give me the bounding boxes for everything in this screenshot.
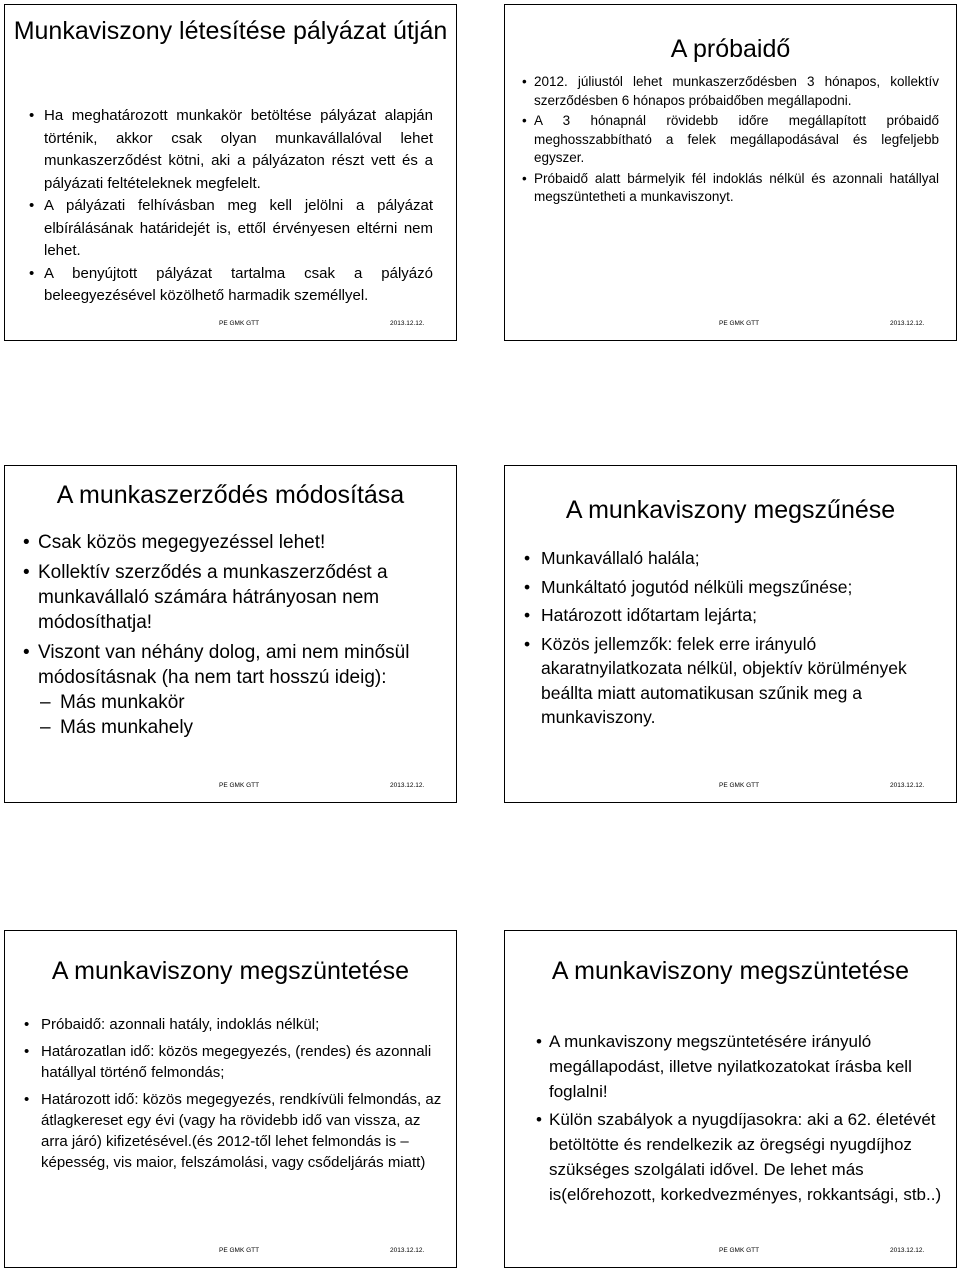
bullet-item: • A pályázati felhívásban meg kell jelölni a pályázat elbírálásának határidejét is, ettől érvényesen eltérni nem lehet. (28, 195, 433, 263)
bullet-list (523, 546, 942, 734)
slide-title: Munkaviszony létesítése pályázat útján (13, 17, 448, 45)
bullet-item: • Kollektív szerződés a munkaszerződést a munkavállaló számára hátrányosan nem módosíthatja! (22, 560, 442, 635)
bullet-item: • Ha meghatározott munkakör betöltése pályázat alapján történik, akkor csak olyan munkavállalóval lehet munkaszerződést kötni, aki a pályázaton részt vett és a pályázati feltételeknek megfelelt. (28, 105, 433, 195)
slide-footer (5, 781, 456, 791)
bullet-item: • Próbaidő: azonnali hatály, indoklás nélkül; (23, 1014, 442, 1035)
sub-bullet-list (38, 690, 442, 740)
bullet-list (535, 1029, 954, 1210)
bullet-text: Viszont van néhány dolog, ami nem minősül módosításnak (ha nem tart hosszú ideig): (38, 642, 410, 688)
bullet-list (521, 73, 939, 209)
slide-footer (505, 781, 956, 791)
slide-munkaszerzodes-modositasa (4, 465, 457, 803)
footer-date: 2013.12.12. (390, 782, 425, 789)
bullet-item: • A 3 hónapnál rövidebb időre megállapított próbaidő meghosszabbítható a felek megállapodásával és legfeljebb egyszer. (521, 112, 939, 168)
slide-footer (5, 1246, 456, 1256)
bullet-list (28, 105, 433, 308)
slide-probaido (504, 4, 957, 341)
bullet-item: • Munkavállaló halála; (523, 546, 942, 571)
footer-org: PE GMK GTT (219, 782, 260, 789)
slide-title: A munkaviszony megszűnése (565, 496, 896, 524)
sub-bullet-item: – Más munkakör (38, 690, 442, 715)
slide-footer (5, 319, 456, 329)
slide-title: A próbaidő (670, 35, 791, 63)
bullet-item: • A munkaviszony megszüntetésére irányuló megállapodást, illetve nyilatkozatokat írásba kell foglalni! (535, 1029, 954, 1104)
footer-org: PE GMK GTT (719, 320, 760, 327)
bullet-item: • Határozott időtartam lejárta; (523, 603, 942, 628)
footer-org: PE GMK GTT (719, 1247, 760, 1254)
bullet-item: • Próbaidő alatt bármelyik fél indoklás nélkül és azonnali hatállyal megszüntetheti a munkaviszonyt. (521, 170, 939, 207)
bullet-item: • A benyújtott pályázat tartalma csak a pályázó beleegyezésével közölhető harmadik személlyel. (28, 263, 433, 308)
slide-munkaviszony-letesitese (4, 4, 457, 341)
bullet-item: • Határozatlan idő: közös megegyezés, (rendes) és azonnali hatállyal történő felmondás; (23, 1041, 442, 1083)
slide-munkaviszony-megszunese (504, 465, 957, 803)
bullet-list (23, 1014, 442, 1179)
footer-date: 2013.12.12. (390, 320, 425, 327)
slide-munkaviszony-megszuntetese-2 (504, 930, 957, 1268)
bullet-list (22, 530, 442, 745)
bullet-item: • Külön szabályok a nyugdíjasokra: aki a 62. életévét betöltötte és rendelkezik az öregségi nyugdíjhoz szükséges szolgálati idővel. De lehet más is(előrehozott, korkedvezményes, rokkantsági, stb..) (535, 1107, 954, 1207)
slide-title: A munkaszerződés módosítása (56, 481, 405, 509)
footer-org: PE GMK GTT (219, 320, 260, 327)
slide-title: A munkaviszony megszüntetése (51, 957, 410, 985)
footer-org: PE GMK GTT (719, 782, 760, 789)
slide-footer (505, 1246, 956, 1256)
bullet-item: • 2012. júliustól lehet munkaszerződésben 3 hónapos, kollektív szerződésben 6 hónapos próbaidőben megállapodni. (521, 73, 939, 110)
slide-footer (505, 319, 956, 329)
bullet-item: • Csak közös megegyezéssel lehet! (22, 530, 442, 555)
footer-date: 2013.12.12. (890, 1247, 925, 1254)
bullet-item: • Határozott idő: közös megegyezés, rendkívüli felmondás, az átlagkereset egy évi (vagy ha rövidebb idő van vissza, az arra járó) kifizetésével.(és 2012-től lehet felmondás is – képesség, vis maior, felszámolási, vagy csődeljárás miatt) (23, 1089, 442, 1173)
slide-title: A munkaviszony megszüntetése (551, 957, 910, 985)
sub-bullet-item: – Más munkahely (38, 715, 442, 740)
footer-date: 2013.12.12. (890, 782, 925, 789)
footer-date: 2013.12.12. (890, 320, 925, 327)
bullet-item: • Közös jellemzők: felek erre irányuló akaratnyilatkozata nélkül, objektív körülmények beállta miatt automatikusan szűnik meg a munkaviszony. (523, 632, 942, 730)
bullet-item: • Munkáltató jogutód nélküli megszűnése; (523, 575, 942, 600)
slide-munkaviszony-megszuntetese-1 (4, 930, 457, 1268)
footer-org: PE GMK GTT (219, 1247, 260, 1254)
bullet-item (22, 640, 442, 740)
footer-date: 2013.12.12. (390, 1247, 425, 1254)
